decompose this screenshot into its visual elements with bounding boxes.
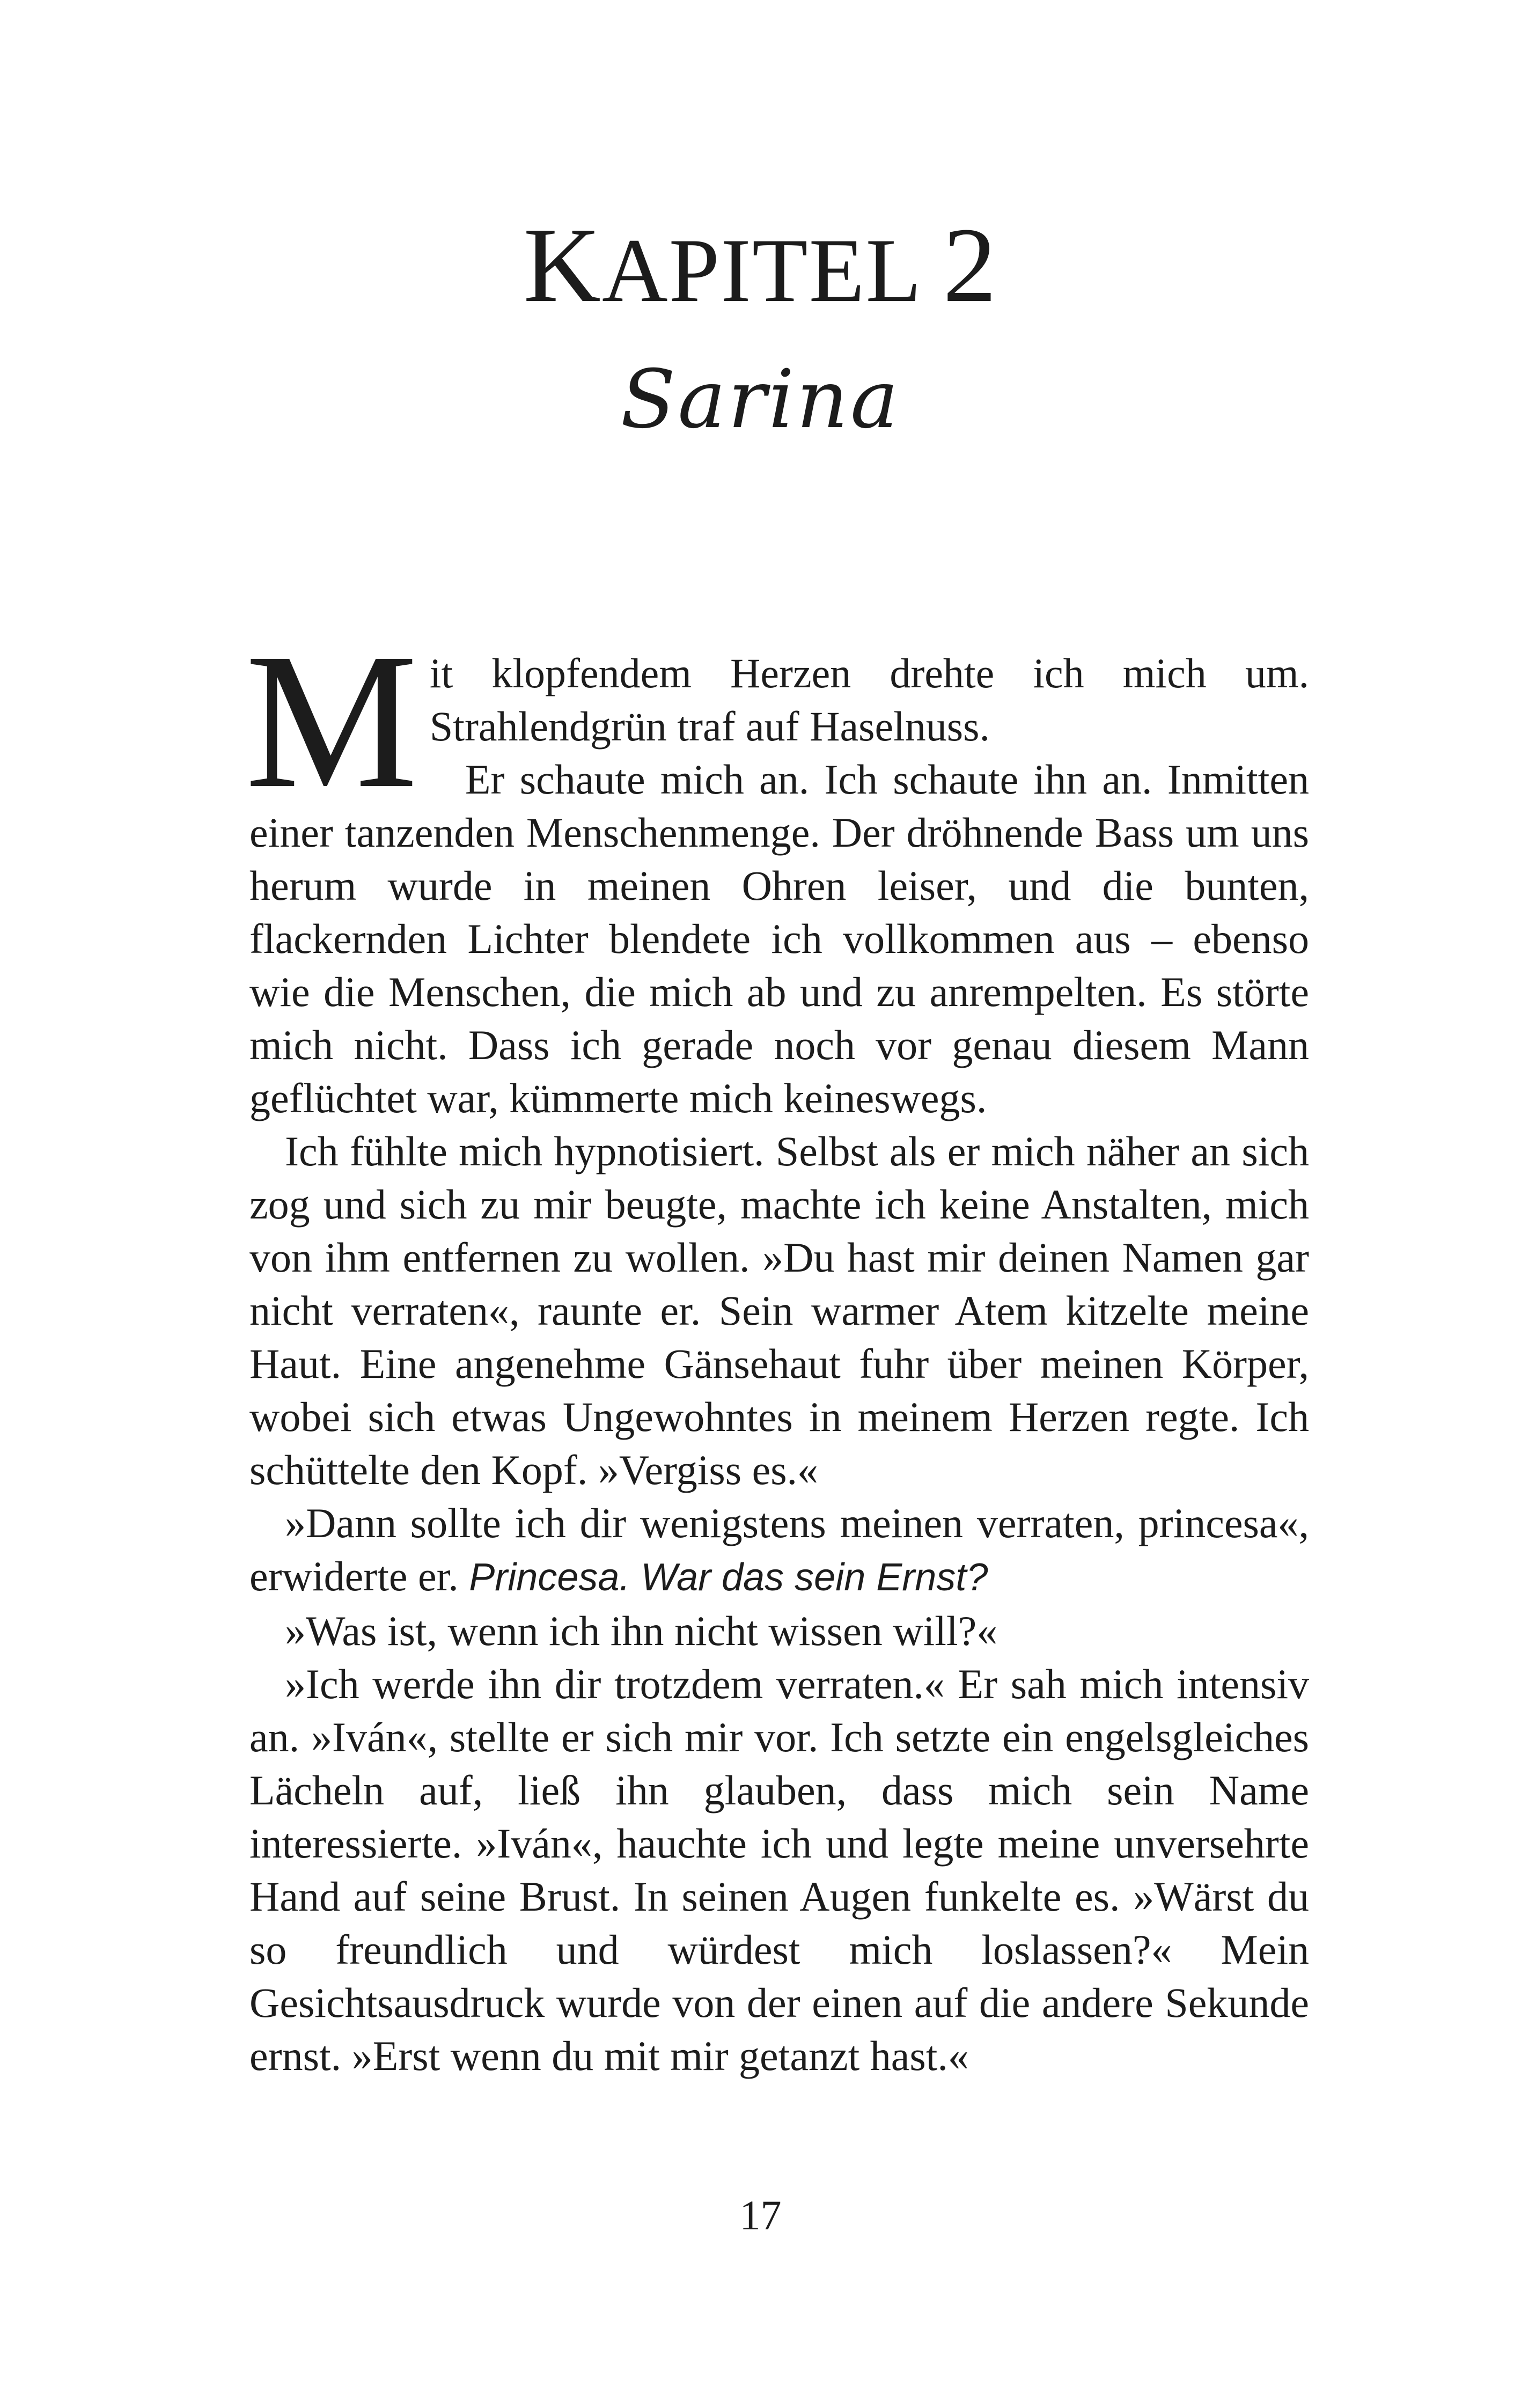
paragraph-3: Ich fühlte mich hypnotisiert. Selbst als er mich näher an sich zog und sich zu mir beugte, machte ich keine Anstalten, mich von ihm entfernen zu wollen. »Du hast mir deinen Namen gar nicht verraten«, raunte er. Sein warmer Atem kitzelte meine Haut. Eine angenehme Gänsehaut fuhr über meinen Körper, wobei sich etwas Ungewohntes in meinem Herzen regte. Ich schüttelte den Kopf. »Vergiss es.« [249, 1128, 1309, 1493]
paragraph-5: »Was ist, wenn ich ihn nicht wissen will?« [285, 1607, 998, 1654]
body-text [245, 613, 1309, 2082]
paragraph-4 [249, 1496, 1309, 1604]
paragraph-1 [245, 613, 1309, 828]
page-number: 17 [739, 2192, 782, 2238]
drop-cap: M [245, 613, 418, 828]
chapter-title-initial: K [523, 206, 602, 325]
chapter-title [0, 206, 1521, 325]
chapter-title-rest: APITEL [601, 220, 920, 321]
paragraph-6: »Ich werde ihn dir trotzdem verraten.« Er sah mich intensiv an. »Iván«, stellte er sich mir vor. Ich setzte ein engelsgleiches Lächeln auf, ließ ihn glauben, dass mich sein Name interessierte. »Iván«, hauchte ich und legte meine unversehrte Hand auf seine Brust. In seinen Augen funkelte es. »Wärst du so freundlich und würdest mich loslassen?« Mein Gesichtsausdruck wurde von der einen auf die andere Sekunde ernst. »Erst wenn du mit mir getanzt hast.« [249, 1661, 1309, 2079]
paragraph-4-italic: Princesa. War das sein Ernst? [469, 1556, 988, 1599]
paragraph-1-text: it klopfendem Herzen drehte ich mich um. Strahlendgrün traf auf Haselnuss. [429, 650, 1309, 750]
chapter-number: 2 [943, 206, 998, 325]
chapter-subtitle: Sarina [620, 353, 901, 446]
paragraph-2: Er schaute mich an. Ich schaute ihn an. Inmitten einer tanzenden Menschenmenge. Der dröhnende Bass um uns herum wurde in meinen Ohren leiser, und die bunten, flackernden Lichter blendete ich vollkommen aus – ebenso wie die Menschen, die mich ab und zu anrempelten. Es störte mich nicht. Dass ich gerade noch vor genau diesem Mann geflüchtet war, kümmerte mich keineswegs. [249, 756, 1309, 1121]
paragraph-4-text: »Dann sollte ich dir wenigstens meinen verraten, princesa«, erwiderte er. [249, 1500, 1309, 1599]
